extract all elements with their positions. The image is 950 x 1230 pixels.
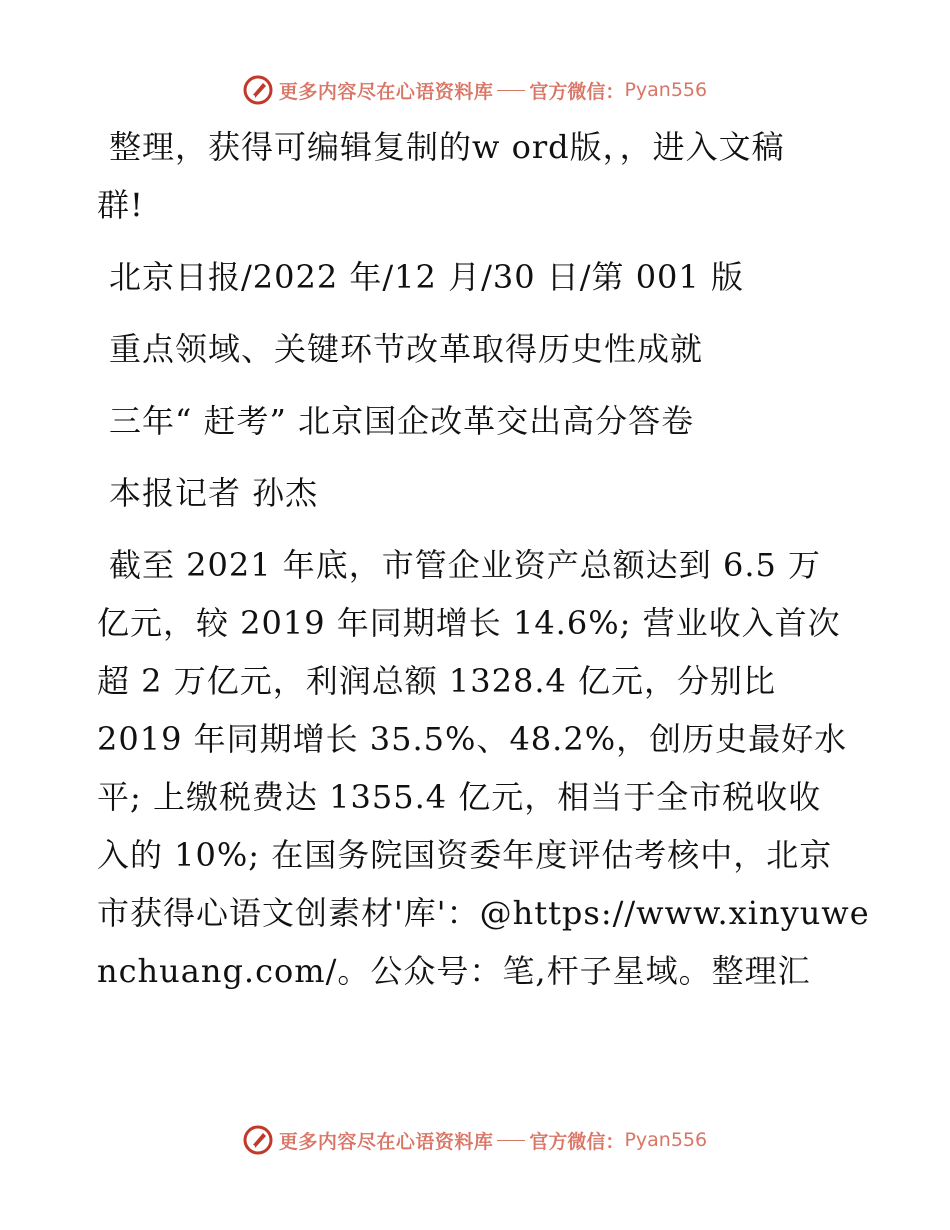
body-line: 亿元，较 2019 年同期增长 14.6%; 营业收入首次 — [97, 604, 841, 642]
banner-contact-label: 官方微信： — [529, 1130, 625, 1153]
document-body — [97, 118, 870, 1000]
quill-pen-logo-icon — [243, 75, 273, 105]
byline: 本报记者 孙杰 — [109, 474, 319, 512]
banner-text: 更多内容尽在心语资料库 — [278, 1130, 494, 1153]
footer-banner — [0, 1120, 950, 1160]
subheading: 重点领域、关键环节改革取得历史性成就 — [109, 330, 704, 368]
body-line: nchuang.com/。公众号：笔,杆子星域。整理汇 — [97, 952, 811, 990]
body-line: 截至 2021 年底，市管企业资产总额达到 6.5 万 — [109, 546, 822, 584]
headline: 三年“ 赶考” 北京国企改革交出高分答卷 — [109, 402, 695, 440]
banner-divider — [497, 1140, 525, 1141]
body-line: 市获得心语文创素材'库'：@https://www.xinyuwe — [97, 894, 870, 932]
body-line: 入的 10%; 在国务院国资委年度评估考核中，北京 — [97, 836, 833, 874]
banner-contact-label: 官方微信： — [529, 80, 625, 103]
dateline: 北京日报/2022 年/12 月/30 日/第 001 版 — [109, 258, 744, 296]
quill-pen-logo-icon — [243, 1125, 273, 1155]
banner-contact-id: Pyan556 — [624, 1129, 708, 1151]
intro-line-1: 整理，获得可编辑复制的w ord版，，进入文稿 — [109, 128, 785, 166]
body-line: 2019 年同期增长 35.5%、48.2%，创历史最好水 — [97, 720, 848, 758]
banner-divider — [497, 90, 525, 91]
intro-line-2: 群! — [97, 186, 144, 224]
banner-text: 更多内容尽在心语资料库 — [278, 80, 494, 103]
body-line: 超 2 万亿元，利润总额 1328.4 亿元，分别比 — [97, 662, 777, 700]
header-banner — [0, 70, 950, 110]
body-line: 平; 上缴税费达 1355.4 亿元，相当于全市税收收 — [97, 778, 822, 816]
banner-contact-id: Pyan556 — [624, 79, 708, 101]
